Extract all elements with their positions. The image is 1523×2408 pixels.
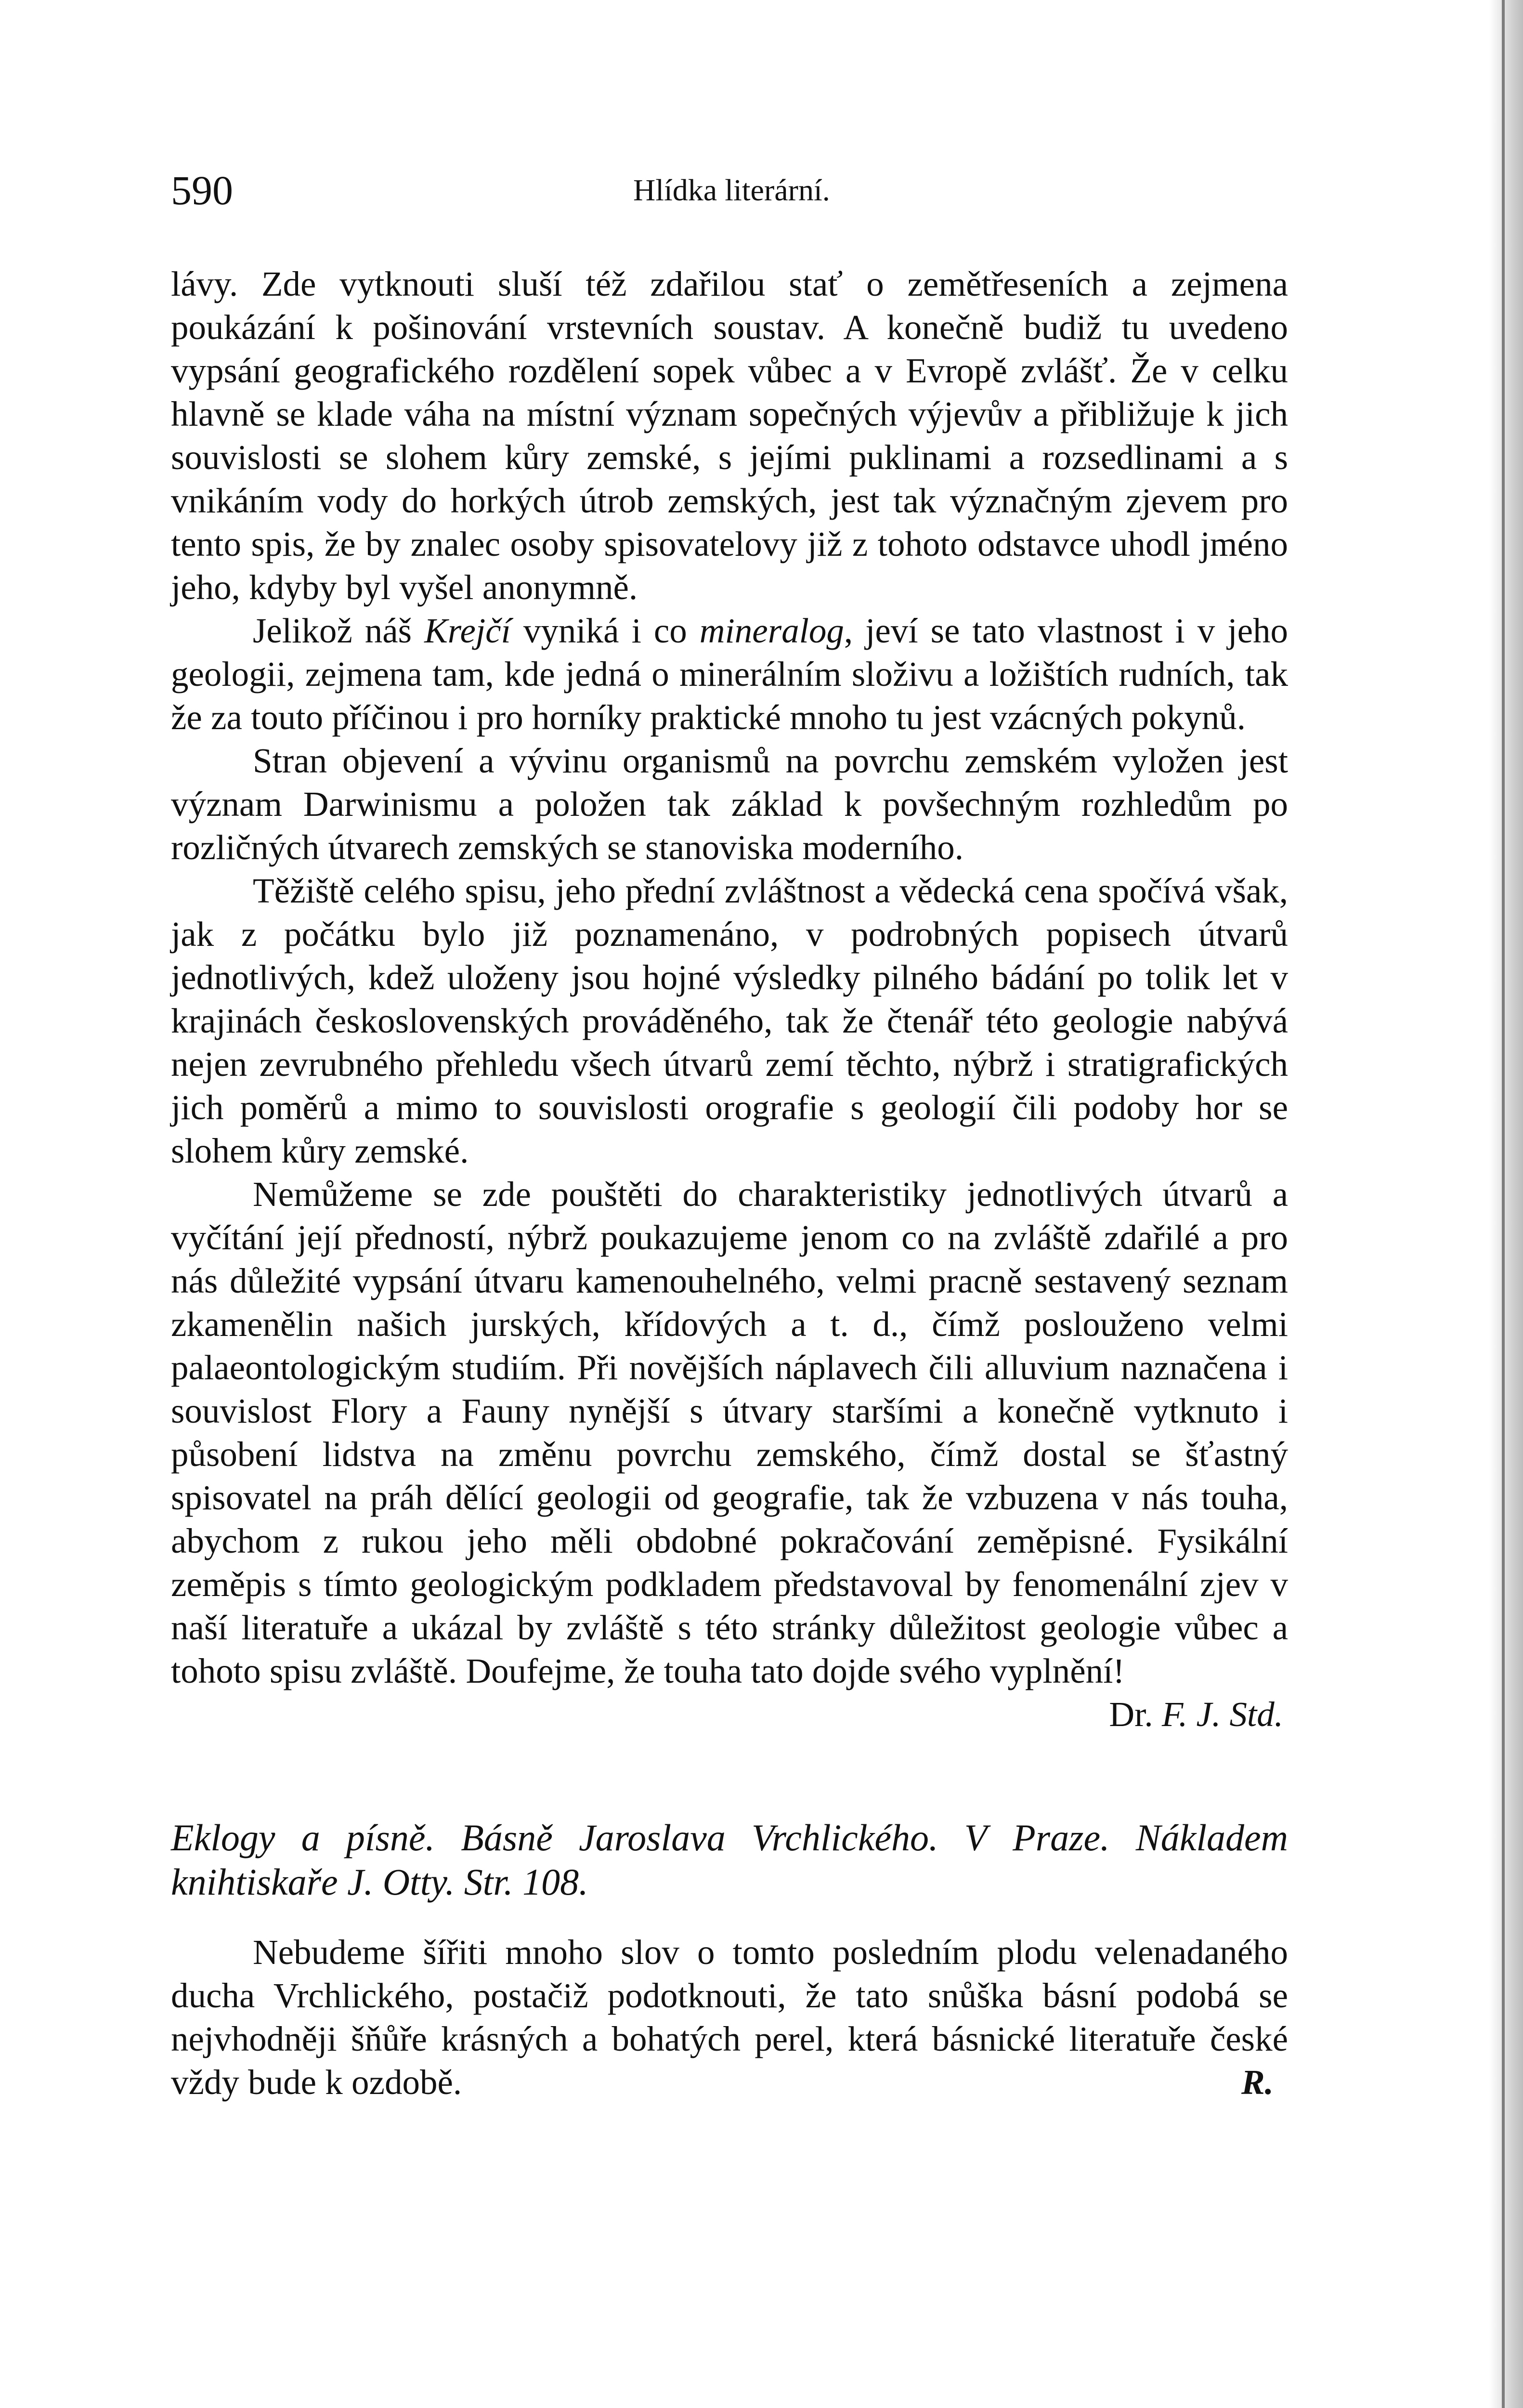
paragraph-2-text-b: vyniká i co (510, 611, 700, 650)
paragraph-2-text-a: Jelikož náš (253, 611, 425, 650)
main-text (171, 262, 1288, 2104)
review2-body (171, 1931, 1288, 2104)
author-name-krejci: Krejčí (424, 611, 511, 650)
review1-signature (171, 1693, 1288, 1736)
review1-paragraph-5: Nemůžeme se zde pouštěti do charakteristiky jednotlivých útvarů a vyčítání její předností, nýbrž poukazujeme jenom co na zvláště zdařilé a pro nás důležité vypsání útvaru kamenouhelného, velmi pracně sestavený seznam zkamenělin našich jurských, křídových a t. d., čímž poslouženo velmi palaeontologickým studiím. Při novějších náplavech čili alluvium naznačena i souvislost Flory a Fauny nynější s útvary staršími a konečně vytknuto i působení lidstva na změnu povrchu zemského, čímž dostal se šťastný spisovatel na práh dělící geologii od geografie, tak že vzbuzena v nás touha, abychom z rukou jeho měli obdobné pokračování zeměpisné. Fysikální zeměpis s tímto geologickým podkladem představoval by fenomenální zjev v naší literatuře a ukázal by zvláště s této stránky důležitost geologie vůbec a tohoto spisu zvláště. Doufejme, že touha tato dojde svého vyplnění! (171, 1175, 1288, 1690)
book-gutter-edge (1489, 0, 1523, 2408)
book-spine-line (1502, 0, 1505, 2408)
review2-signature-initial: R. (1241, 2063, 1274, 2102)
journal-title: Hlídka literární. (633, 173, 830, 207)
running-head (171, 164, 1288, 217)
review1-paragraph-4: Těžiště celého spisu, jeho přední zvláštnost a vědecká cena spočívá však, jak z počátku bylo již poznamenáno, v podrobných popisech útvarů jednotlivých, kdež uloženy jsou hojné výsledky pilného bádání po tolik let v krajinách československých prováděného, tak že čtenář této geologie nabývá nejen zevrubného přehledu všech útvarů zemí těchto, nýbrž i stratigrafických jich poměrů a mimo to souvislosti orografie s geologií čili podoby hor se slohem kůry zemské. (171, 871, 1288, 1170)
review2-body-text: Nebudeme šířiti mnoho slov o tomto posledním plodu velenadaného ducha Vrchlického, postačiž podotknouti, že tato snůška básní podobá se nejvhodněji šňůře krásných a bohatých perel, která básnické literatuře české vždy bude k ozdobě. (171, 1933, 1288, 2102)
review2-heading: Eklogy a písně. Básně Jaroslava Vrchlického. V Praze. Nákladem knihtiskaře J. Otty. Str. 108. (171, 1817, 1288, 1903)
review1-paragraph-3: Stran objevení a vývinu organismů na povrchu zemském vyložen jest význam Darwinismu a položen tak základ k povšechným rozhledům po rozličných útvarech zemských se stanoviska moderního. (171, 741, 1288, 867)
review1-paragraph-2 (171, 609, 1288, 739)
signature-initials: F. J. Std. (1161, 1695, 1283, 1734)
term-mineralog: mineralog (699, 611, 844, 650)
signature-title: Dr. (1109, 1695, 1153, 1734)
review1-paragraph-1: lávy. Zde vytknouti sluší též zdařilou stať o zemětřeseních a zejmena poukázání k pošinování vrstevních soustav. A konečně budiž tu uvedeno vypsání geografického rozdělení sopek vůbec a v Evropě zvlášť. Že v celku hlavně se klade váha na místní význam sopečných výjevův a přibližuje k jich souvislosti se slohem kůry zemské, s jejími puklinami a rozsedlinami a s vnikáním vody do horkých útrob zemských, jest tak význačným zjevem pro tento spis, že by znalec osoby spisovatelovy již z tohoto odstavce uhodl jméno jeho, kdyby byl vyšel anonymně. (171, 264, 1288, 607)
paragraph-2-text-c: , jeví se tato vlastnost i v jeho geologii, zejmena tam, kde jedná o minerálním složivu a ložištích rudních, tak že za touto příčinou i pro horníky praktické mnoho tu jest vzácných pokynů. (171, 611, 1288, 737)
page-number: 590 (171, 167, 233, 213)
